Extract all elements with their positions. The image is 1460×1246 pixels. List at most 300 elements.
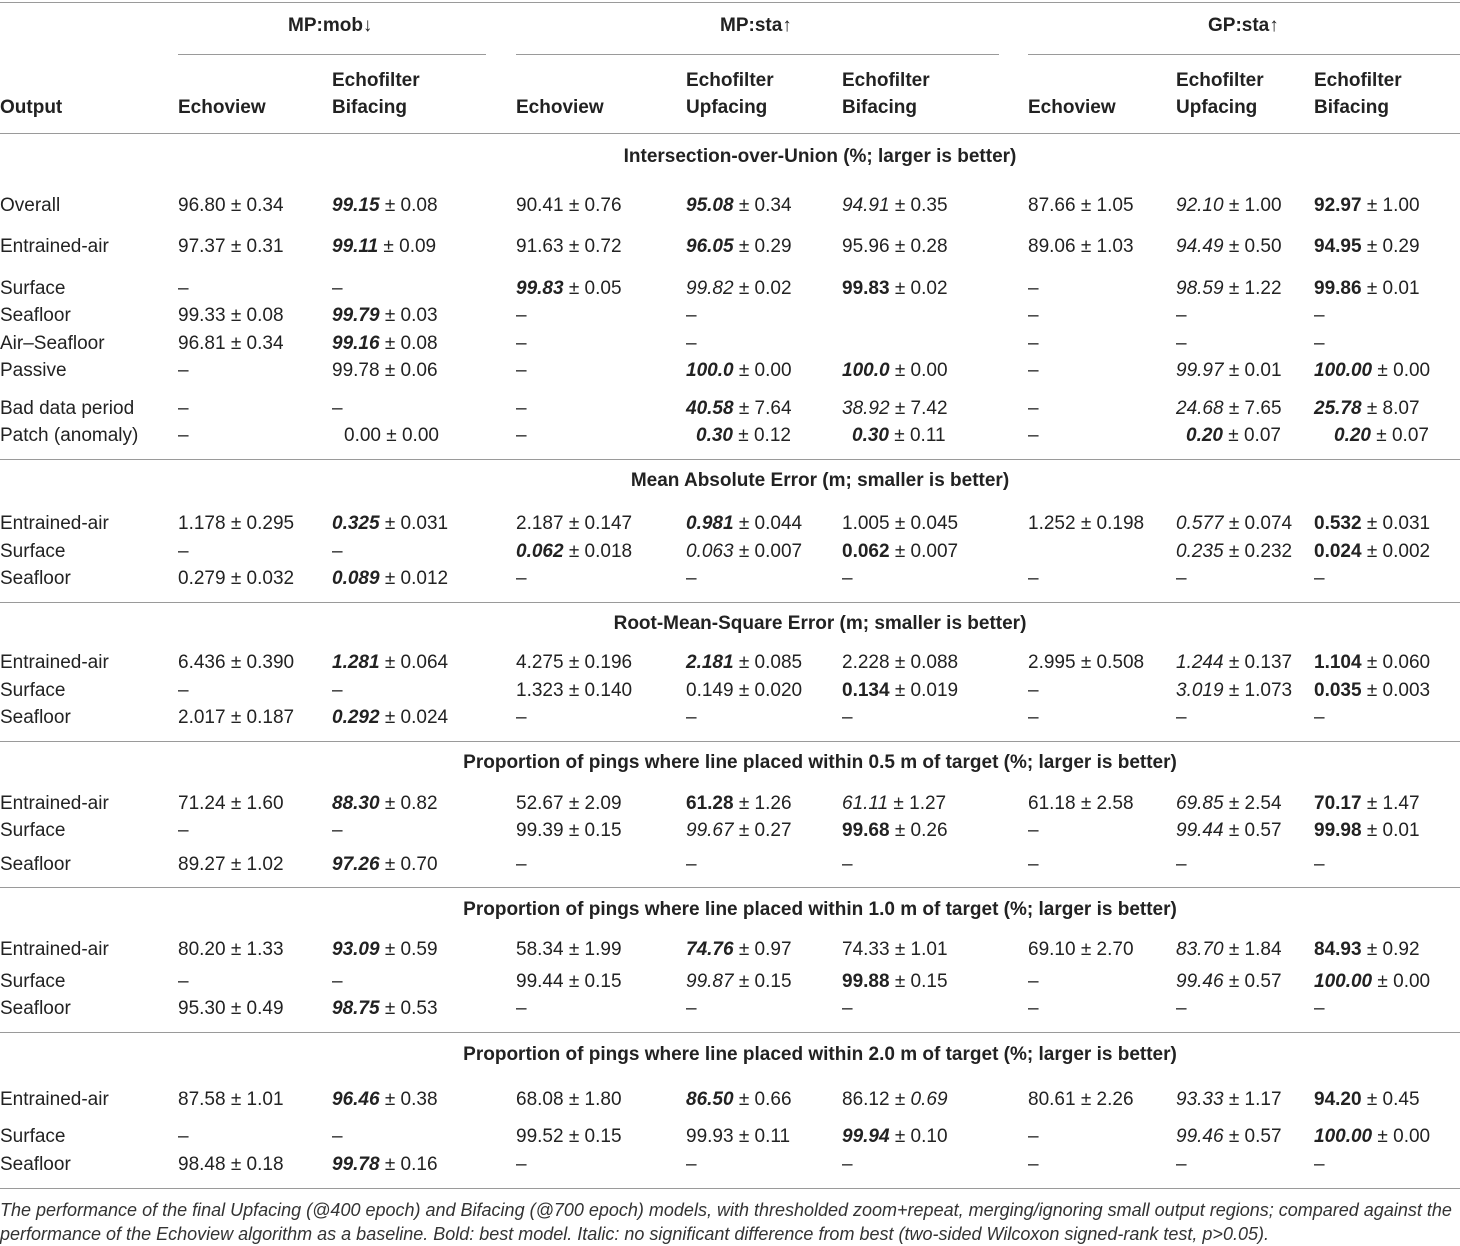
table-cell	[842, 195, 948, 217]
table-cell	[516, 652, 632, 674]
cell-value: 61.18	[1028, 793, 1076, 814]
table-cell	[1176, 195, 1282, 217]
cell-error: 0.232	[1244, 541, 1293, 562]
table-cell	[332, 360, 438, 382]
table-cell	[1176, 236, 1282, 258]
table-cell: –	[1028, 680, 1039, 701]
cell-value: 94.20	[1314, 1089, 1362, 1110]
cell-error: 0.295	[246, 513, 295, 534]
table-cell	[332, 333, 438, 355]
cell-error: 1.27	[909, 793, 947, 814]
table-cell	[686, 513, 802, 535]
cell-value: 3.019	[1176, 680, 1224, 701]
section-title: Root-Mean-Square Error (m; smaller is better)	[613, 613, 1027, 634]
cell-value: 93.33	[1176, 1089, 1224, 1110]
cell-error: 2.09	[584, 793, 622, 814]
table-cell	[1176, 541, 1292, 563]
table-cell: –	[178, 1126, 189, 1147]
table-cell	[332, 1154, 438, 1176]
table-cell	[686, 652, 802, 674]
table-cell	[516, 793, 622, 815]
cell-error: 0.45	[1382, 1089, 1420, 1110]
table-cell	[1314, 278, 1420, 300]
cell-error: 1.03	[1096, 236, 1134, 257]
cell-error: 0.031	[1382, 513, 1431, 534]
cell-value: 38.92	[842, 398, 890, 419]
table-cell: –	[1028, 854, 1039, 875]
section-title: Proportion of pings where line placed within 0.5 m of target (%; larger is better)	[463, 752, 1177, 773]
cell-error: 0.53	[400, 998, 438, 1019]
cell-error: 2.54	[1244, 793, 1282, 814]
plus-minus: ±	[738, 360, 750, 381]
plus-minus: ±	[1080, 513, 1092, 534]
cell-value: 69.85	[1176, 793, 1224, 814]
col-header-echoview-6: Echoview	[1028, 97, 1116, 118]
plus-minus: ±	[568, 971, 580, 992]
plus-minus: ±	[568, 541, 580, 562]
cell-error: 0.16	[400, 1154, 438, 1175]
plus-minus: ±	[1228, 513, 1240, 534]
table-cell	[1314, 541, 1430, 563]
cell-value: 0.062	[842, 541, 890, 562]
table-cell: –	[178, 820, 189, 841]
plus-minus: ±	[384, 1089, 396, 1110]
table-cell	[332, 305, 438, 327]
cell-value: 96.81	[178, 333, 226, 354]
plus-minus: ±	[738, 195, 750, 216]
table-cell	[1028, 939, 1134, 961]
cell-value: 99.94	[842, 1126, 890, 1147]
table-cell	[178, 998, 284, 1020]
table-cell	[332, 707, 448, 729]
table-cell	[852, 425, 946, 447]
row-label: Patch (anomaly)	[0, 425, 139, 446]
cell-error: 0.03	[400, 305, 438, 326]
plus-minus: ±	[384, 333, 396, 354]
plus-minus: ±	[230, 854, 242, 875]
cell-value: 0.035	[1314, 680, 1362, 701]
plus-minus: ±	[1228, 793, 1240, 814]
row-label: Air–Seafloor	[0, 333, 105, 354]
cell-error: 2.26	[1096, 1089, 1134, 1110]
table-cell	[686, 820, 792, 842]
cell-value: 99.39	[516, 820, 564, 841]
plus-minus: ±	[1228, 398, 1240, 419]
cell-value: 99.83	[842, 278, 890, 299]
plus-minus: ±	[894, 939, 906, 960]
cell-value: 99.33	[178, 305, 226, 326]
table-cell	[1176, 360, 1282, 382]
cell-error: 0.57	[1244, 1126, 1282, 1147]
plus-minus: ±	[1228, 278, 1240, 299]
cell-error: 0.34	[246, 195, 284, 216]
cell-error: 0.045	[910, 513, 959, 534]
row-label: Seafloor	[0, 568, 71, 589]
table-cell	[332, 998, 438, 1020]
row-label: Bad data period	[0, 398, 135, 419]
table-cell	[178, 793, 284, 815]
cell-value: 100.0	[842, 360, 890, 381]
table-cell	[1314, 971, 1430, 993]
table-cell: –	[842, 998, 853, 1019]
table-cell: –	[842, 568, 853, 589]
cell-error: 0.390	[246, 652, 295, 673]
section-rule	[0, 741, 1460, 742]
table-cell: –	[686, 333, 697, 354]
cell-error: 0.57	[1244, 971, 1282, 992]
cell-error: 0.50	[1244, 236, 1282, 257]
plus-minus: ±	[1366, 820, 1378, 841]
cell-error: 0.08	[400, 333, 438, 354]
cell-error: 0.69	[910, 1089, 948, 1110]
cell-value: 0.20	[1186, 425, 1223, 446]
cell-error: 0.11	[909, 425, 946, 446]
table-cell	[178, 513, 294, 535]
table-cell: –	[1176, 305, 1187, 326]
cell-error: 0.02	[910, 278, 948, 299]
plus-minus: ±	[230, 1154, 242, 1175]
plus-minus: ±	[894, 680, 906, 701]
plus-minus: ±	[1080, 236, 1092, 257]
table-cell: –	[1314, 305, 1325, 326]
table-cell	[178, 707, 294, 729]
cell-error: 0.10	[910, 1126, 948, 1147]
col-header-echoview-3: Echoview	[516, 97, 604, 118]
plus-minus: ±	[894, 1089, 906, 1110]
cell-value: 99.15	[332, 195, 380, 216]
table-cell	[1028, 236, 1134, 258]
cell-error: 0.020	[754, 680, 803, 701]
section-rule	[0, 602, 1460, 603]
table-cell	[1314, 793, 1420, 815]
cell-value: 98.59	[1176, 278, 1224, 299]
cell-value: 100.00	[1314, 360, 1373, 381]
table-cell	[842, 652, 958, 674]
cell-value: 0.00	[344, 425, 381, 446]
section-rule	[0, 887, 1460, 888]
plus-minus: ±	[230, 998, 242, 1019]
table-cell	[178, 568, 294, 590]
cell-value: 4.275	[516, 652, 564, 673]
cell-value: 86.12	[842, 1089, 890, 1110]
table-cell: –	[516, 854, 527, 875]
table-cell: –	[1314, 707, 1325, 728]
row-label: Seafloor	[0, 707, 71, 728]
cell-value: 71.24	[178, 793, 226, 814]
cell-value: 94.49	[1176, 236, 1224, 257]
cell-value: 80.61	[1028, 1089, 1076, 1110]
row-label: Seafloor	[0, 1154, 71, 1175]
table-cell	[332, 236, 436, 258]
plus-minus: ±	[568, 939, 580, 960]
table-cell: –	[1176, 333, 1187, 354]
cell-error: 0.26	[910, 820, 948, 841]
table-cell: –	[516, 707, 527, 728]
cell-error: 1.02	[246, 854, 284, 875]
table-cell: –	[1176, 707, 1187, 728]
row-label: Entrained-air	[0, 652, 109, 673]
table-cell	[1314, 820, 1420, 842]
cell-value: 99.46	[1176, 1126, 1224, 1147]
cell-value: 93.09	[332, 939, 380, 960]
plus-minus: ±	[384, 568, 396, 589]
plus-minus: ±	[230, 195, 242, 216]
cell-error: 0.044	[754, 513, 803, 534]
table-cell: –	[1028, 707, 1039, 728]
table-cell: –	[1314, 1154, 1325, 1175]
plus-minus: ±	[384, 998, 396, 1019]
cell-value: 2.995	[1028, 652, 1076, 673]
table-cell	[516, 1126, 622, 1148]
cell-value: 95.08	[686, 195, 734, 216]
cell-value: 91.63	[516, 236, 564, 257]
plus-minus: ±	[230, 793, 242, 814]
plus-minus: ±	[894, 398, 906, 419]
cell-value: 80.20	[178, 939, 226, 960]
table-cell	[842, 1126, 948, 1148]
table-cell	[686, 541, 802, 563]
cell-value: 0.279	[178, 568, 226, 589]
cell-error: 0.198	[1096, 513, 1145, 534]
table-cell	[842, 971, 948, 993]
table-cell	[686, 236, 792, 258]
table-cell	[842, 939, 948, 961]
cell-value: 0.30	[852, 425, 889, 446]
table-cell: –	[1028, 305, 1039, 326]
plus-minus: ±	[1228, 195, 1240, 216]
cell-error: 1.60	[246, 793, 284, 814]
cell-value: 99.93	[686, 1126, 734, 1147]
table-cell	[842, 513, 958, 535]
table-cell	[1314, 939, 1420, 961]
plus-minus: ±	[1228, 425, 1239, 446]
cell-error: 1.47	[1382, 793, 1420, 814]
table-cell: –	[178, 541, 189, 562]
cell-error: 0.002	[1382, 541, 1431, 562]
cell-value: 99.86	[1314, 278, 1362, 299]
plus-minus: ±	[1228, 1126, 1240, 1147]
col-header-upfacing-7: Upfacing	[1176, 97, 1258, 118]
cell-value: 86.50	[686, 1089, 734, 1110]
table-cell: –	[842, 707, 853, 728]
plus-minus: ±	[1366, 195, 1378, 216]
cell-value: 99.88	[842, 971, 890, 992]
plus-minus: ±	[738, 1089, 750, 1110]
table-cell	[1028, 513, 1144, 535]
table-cell	[178, 652, 294, 674]
cell-error: 0.11	[754, 1126, 791, 1147]
cell-error: 0.12	[753, 425, 791, 446]
plus-minus: ±	[230, 513, 242, 534]
row-label: Entrained-air	[0, 236, 109, 257]
cell-error: 0.024	[400, 707, 449, 728]
col-header-bifacing-5: Bifacing	[842, 97, 917, 118]
cell-error: 0.34	[754, 195, 792, 216]
row-label: Surface	[0, 820, 66, 841]
cell-error: 0.15	[910, 971, 948, 992]
cell-error: 0.012	[400, 568, 449, 589]
cell-value: 92.97	[1314, 195, 1362, 216]
cell-error: 0.08	[400, 195, 438, 216]
plus-minus: ±	[738, 398, 750, 419]
cell-value: 0.30	[696, 425, 733, 446]
cell-value: 98.75	[332, 998, 380, 1019]
cell-error: 0.70	[400, 854, 438, 875]
table-cell	[1176, 398, 1282, 420]
plus-minus: ±	[384, 513, 396, 534]
table-cell: –	[516, 998, 527, 1019]
col-header-echofilter-7: Echofilter	[1176, 70, 1264, 91]
cell-value: 96.80	[178, 195, 226, 216]
col-header-bifacing-2: Bifacing	[332, 97, 407, 118]
table-cell	[1334, 425, 1429, 447]
section-rule	[0, 1032, 1460, 1033]
cell-value: 40.58	[686, 398, 734, 419]
cell-value: 0.532	[1314, 513, 1362, 534]
cell-error: 1.26	[754, 793, 792, 814]
section-title: Proportion of pings where line placed within 2.0 m of target (%; larger is better)	[463, 1044, 1177, 1065]
table-cell	[686, 360, 792, 382]
table-cell	[332, 652, 448, 674]
cell-value: 90.41	[516, 195, 564, 216]
table-cell: –	[178, 971, 189, 992]
table-cell	[1176, 971, 1282, 993]
table-cell	[1314, 236, 1420, 258]
table-cell: –	[686, 998, 697, 1019]
cell-value: 89.06	[1028, 236, 1076, 257]
plus-minus: ±	[568, 1089, 580, 1110]
cell-error: 0.09	[399, 236, 437, 257]
table-cell: –	[516, 360, 527, 381]
row-label: Passive	[0, 360, 67, 381]
cell-value: 2.187	[516, 513, 564, 534]
cell-value: 100.00	[1314, 1126, 1373, 1147]
table-cell	[332, 854, 438, 876]
cell-value: 0.062	[516, 541, 564, 562]
plus-minus: ±	[1366, 652, 1378, 673]
cell-value: 0.325	[332, 513, 380, 534]
plus-minus: ±	[386, 425, 397, 446]
plus-minus: ±	[738, 939, 750, 960]
cell-error: 0.187	[246, 707, 295, 728]
cell-error: 7.65	[1244, 398, 1282, 419]
cell-error: 0.00	[754, 360, 792, 381]
cell-value: 97.26	[332, 854, 380, 875]
plus-minus: ±	[738, 680, 750, 701]
cell-value: 0.20	[1334, 425, 1371, 446]
table-cell	[842, 541, 958, 563]
plus-minus: ±	[230, 305, 242, 326]
cell-value: 84.93	[1314, 939, 1362, 960]
row-label: Surface	[0, 541, 66, 562]
cell-value: 1.252	[1028, 513, 1076, 534]
plus-minus: ±	[738, 236, 750, 257]
plus-minus: ±	[384, 305, 396, 326]
cell-error: 0.76	[584, 195, 622, 216]
cell-error: 0.57	[1244, 820, 1282, 841]
plus-minus: ±	[894, 195, 906, 216]
cell-error: 0.00	[401, 425, 439, 446]
table-cell: –	[1176, 568, 1187, 589]
cell-value: 87.58	[178, 1089, 226, 1110]
cell-value: 92.10	[1176, 195, 1224, 216]
table-cell	[178, 305, 284, 327]
cell-value: 52.67	[516, 793, 564, 814]
table-cell	[332, 195, 438, 217]
row-label: Entrained-air	[0, 513, 109, 534]
cell-value: 0.981	[686, 513, 734, 534]
table-cell	[1028, 652, 1144, 674]
cell-value: 99.82	[686, 278, 734, 299]
table-cell	[332, 793, 438, 815]
cell-error: 0.59	[400, 939, 438, 960]
table-cell: –	[1028, 568, 1039, 589]
table-cell	[842, 236, 948, 258]
cell-error: 1.17	[1244, 1089, 1282, 1110]
cell-value: 58.34	[516, 939, 564, 960]
table-cell	[686, 939, 792, 961]
plus-minus: ±	[568, 680, 580, 701]
cell-value: 2.181	[686, 652, 734, 673]
cell-error: 1.33	[246, 939, 284, 960]
table-cell	[1186, 425, 1281, 447]
plus-minus: ±	[230, 707, 242, 728]
table-cell	[842, 820, 948, 842]
cell-error: 0.031	[400, 513, 449, 534]
table-cell: –	[686, 707, 697, 728]
table-cell	[1314, 652, 1430, 674]
table-cell	[332, 513, 448, 535]
cell-error: 0.007	[754, 541, 803, 562]
cell-value: 25.78	[1314, 398, 1362, 419]
cell-error: 0.508	[1096, 652, 1145, 673]
cell-error: 1.01	[246, 1089, 284, 1110]
table-cell	[1176, 939, 1282, 961]
cell-value: 0.024	[1314, 541, 1362, 562]
cell-error: 0.34	[246, 333, 284, 354]
plus-minus: ±	[894, 652, 906, 673]
row-label: Seafloor	[0, 305, 71, 326]
cell-error: 0.018	[584, 541, 633, 562]
table-cell: –	[178, 278, 189, 299]
cell-error: 0.01	[1382, 278, 1420, 299]
plus-minus: ±	[568, 195, 580, 216]
plus-minus: ±	[1366, 513, 1378, 534]
row-label: Surface	[0, 1126, 66, 1147]
cell-value: 61.28	[686, 793, 734, 814]
plus-minus: ±	[568, 1126, 580, 1147]
group-header-mp-mob: MP:mob↓	[288, 15, 373, 36]
cell-value: 1.104	[1314, 652, 1362, 673]
group-rule-mp-sta	[516, 54, 999, 55]
plus-minus: ±	[1366, 680, 1378, 701]
cell-error: 1.84	[1244, 939, 1282, 960]
row-label: Entrained-air	[0, 793, 109, 814]
col-header-echofilter-4: Echofilter	[686, 70, 774, 91]
table-cell	[842, 680, 958, 702]
cell-value: 88.30	[332, 793, 380, 814]
table-cell	[1314, 1089, 1420, 1111]
table-cell	[178, 939, 284, 961]
table-cell	[516, 939, 622, 961]
table-cell: –	[178, 360, 189, 381]
plus-minus: ±	[894, 1126, 906, 1147]
cell-error: 0.074	[1244, 513, 1293, 534]
col-header-bifacing-8: Bifacing	[1314, 97, 1389, 118]
cell-value: 100.0	[686, 360, 734, 381]
table-cell	[686, 1089, 792, 1111]
cell-error: 0.35	[910, 195, 948, 216]
